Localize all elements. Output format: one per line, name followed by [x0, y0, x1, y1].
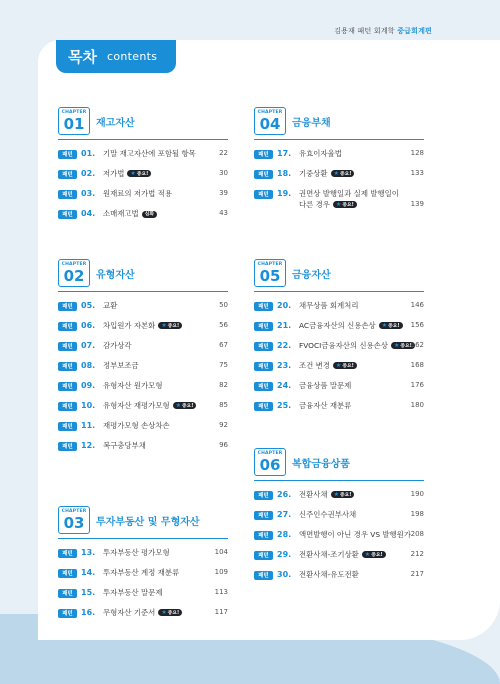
entry-number: 23. — [277, 361, 292, 370]
pattern-tag: 패턴 — [58, 382, 77, 391]
importance-badge: ★ 중요! — [379, 322, 403, 329]
pattern-tag: 패턴 — [58, 549, 77, 558]
chapter-number-box — [254, 107, 286, 135]
entry-number: 07. — [81, 341, 96, 350]
entry-title-text: 투자부동산 계정 재분류 — [103, 568, 180, 577]
toc-entry[interactable] — [58, 341, 228, 361]
pattern-tag: 패턴 — [254, 571, 273, 580]
page-number: 128 — [410, 149, 424, 157]
page-number: 133 — [410, 169, 424, 177]
page-number: 92 — [219, 421, 228, 429]
pattern-tag: 패턴 — [58, 442, 77, 451]
chapter-label: CHAPTER — [61, 110, 87, 115]
toc-entry[interactable] — [254, 361, 424, 381]
book-subject: 중급회계편 — [397, 27, 432, 35]
toc-entry[interactable] — [58, 321, 228, 341]
chapter-05 — [254, 259, 424, 421]
chapter-label: CHAPTER — [257, 262, 283, 267]
chapter-label: CHAPTER — [61, 262, 87, 267]
book-title: 김용재 패턴 회계학 — [334, 27, 395, 35]
entry-title-text: 조건 변경 — [299, 361, 330, 370]
entry-title-text: 기말 재고자산에 포함될 항목 — [103, 149, 196, 158]
toc-entry[interactable] — [58, 588, 228, 608]
chapter-label: CHAPTER — [257, 451, 283, 456]
toc-entry[interactable] — [58, 548, 228, 568]
entry-number: 06. — [81, 321, 96, 330]
entry-number: 17. — [277, 149, 292, 158]
pattern-tag: 패턴 — [254, 150, 273, 159]
entry-title-text: 신주인수권부사채 — [299, 510, 357, 519]
toc-entry[interactable] — [254, 530, 424, 550]
entry-number: 22. — [277, 341, 292, 350]
page-number: 50 — [219, 301, 228, 309]
chapter-01 — [58, 107, 228, 229]
toc-entry[interactable] — [254, 570, 424, 590]
page-number: 139 — [410, 200, 424, 208]
entry-number: 19. — [277, 189, 292, 198]
entry-number: 21. — [277, 321, 292, 330]
page-number: 190 — [410, 490, 424, 498]
pattern-tag: 패턴 — [254, 491, 273, 500]
page-number: 85 — [219, 401, 228, 409]
importance-badge: ★ 중요! — [331, 491, 355, 498]
chapter-number-box — [254, 448, 286, 476]
chapter-04 — [254, 107, 424, 219]
entry-title-text: 원재료의 저가법 적용 — [103, 189, 172, 198]
chapter-title[interactable]: 금융부채 — [292, 118, 331, 129]
chapter-title[interactable]: 재고자산 — [96, 118, 135, 129]
toc-entry[interactable] — [254, 169, 424, 189]
chapter-divider — [58, 139, 228, 140]
entry-number: 29. — [277, 550, 292, 559]
running-header — [334, 26, 432, 36]
entry-title-text: 복구충당부채 — [103, 441, 146, 450]
chapter-header — [58, 107, 228, 135]
chapter-entry-list — [58, 301, 228, 461]
chapter-entry-list — [58, 149, 228, 229]
pattern-tag: 패턴 — [58, 362, 77, 371]
page-number: 168 — [410, 361, 424, 369]
chapter-number: 03 — [63, 514, 85, 532]
chapter-label: CHAPTER — [61, 509, 87, 514]
chapter-title[interactable]: 금융자산 — [292, 270, 331, 281]
pattern-tag: 패턴 — [58, 302, 77, 311]
chapter-number: 04 — [259, 115, 281, 133]
entry-number: 09. — [81, 381, 96, 390]
toc-entry[interactable] — [254, 149, 424, 169]
entry-title-text-cont: 다른 경우 — [299, 199, 330, 209]
importance-badge: ★ 중요! — [173, 402, 197, 409]
chapter-number: 05 — [259, 267, 281, 285]
entry-title-text: AC금융자산의 신용손상 — [299, 321, 376, 330]
chapter-header — [254, 107, 424, 135]
toc-entry[interactable] — [58, 301, 228, 321]
pattern-tag: 패턴 — [254, 531, 273, 540]
importance-badge: ★ 중요! — [127, 170, 151, 177]
pattern-tag: 패턴 — [254, 551, 273, 560]
chapter-header — [254, 259, 424, 287]
toc-entry[interactable] — [58, 149, 228, 169]
pattern-tag: 패턴 — [58, 589, 77, 598]
pattern-tag: 패턴 — [58, 609, 77, 618]
entry-title-text: 채무상품 회계처리 — [299, 301, 359, 310]
entry-number: 04. — [81, 209, 96, 218]
importance-badge: ★ 중요! — [391, 342, 415, 349]
entry-title-text: 금융상품 말문제 — [299, 381, 352, 390]
entry-number: 05. — [81, 301, 96, 310]
importance-badge: ★ 중요! — [158, 609, 182, 616]
page-number: 113 — [214, 588, 228, 596]
pattern-tag: 패턴 — [254, 402, 273, 411]
entry-title-text: 차입원가 자본화 — [103, 321, 156, 330]
toc-entry[interactable] — [254, 321, 424, 341]
chapter-title[interactable]: 유형자산 — [96, 270, 135, 281]
toc-entry[interactable] — [254, 189, 424, 219]
toc-entry[interactable] — [58, 169, 228, 189]
entry-number: 24. — [277, 381, 292, 390]
entry-title-text: 교환 — [103, 301, 118, 310]
chapter-number: 01 — [63, 115, 85, 133]
pattern-tag: 패턴 — [58, 569, 77, 578]
entry-number: 16. — [81, 608, 96, 617]
page-number: 30 — [219, 169, 228, 177]
entry-title-text: 기중상환 — [299, 169, 328, 178]
entry-number: 15. — [81, 588, 96, 597]
toc-entry[interactable] — [254, 490, 424, 510]
page-number: 104 — [214, 548, 228, 556]
entry-title-text: 금융자산 재분류 — [299, 401, 352, 410]
pattern-tag: 패턴 — [254, 342, 273, 351]
pattern-tag: 패턴 — [254, 362, 273, 371]
entry-number: 01. — [81, 149, 96, 158]
toc-entry[interactable] — [254, 301, 424, 321]
entry-title-text: 권면상 발행일과 실제 발행일이 — [299, 189, 399, 198]
toc-card — [38, 40, 500, 640]
toc-entry[interactable] — [254, 341, 424, 361]
chapter-02 — [58, 259, 228, 461]
chapter-06 — [254, 448, 424, 590]
chapter-number-box — [254, 259, 286, 287]
entry-title-text: 무형자산 기준서 — [103, 608, 156, 617]
page-number: 82 — [219, 381, 228, 389]
toc-entry[interactable] — [58, 381, 228, 401]
pattern-tag: 패턴 — [58, 402, 77, 411]
chapter-number: 06 — [259, 456, 281, 474]
chapter-number-box — [58, 259, 90, 287]
chapter-header — [58, 259, 228, 287]
page-number: 109 — [214, 568, 228, 576]
entry-title-text: 투자부동산 평가모형 — [103, 548, 170, 557]
entry-title-text: 전환사채-조기상환 — [299, 550, 359, 559]
chapter-title[interactable]: 복합금융상품 — [292, 459, 350, 470]
toc-entry[interactable] — [58, 401, 228, 421]
entry-title-text: 전환사채 — [299, 490, 328, 499]
entry-title-text: 저가법 — [103, 169, 125, 178]
entry-title-text: 액면발행이 아닌 경우 VS 발행원가 — [299, 530, 411, 539]
importance-badge: ★ 중요! — [158, 322, 182, 329]
chapter-divider — [58, 538, 228, 539]
toc-banner — [56, 40, 176, 73]
chapter-number: 02 — [63, 267, 85, 285]
chapter-title[interactable]: 투자부동산 및 무형자산 — [96, 517, 200, 528]
entry-number: 28. — [277, 530, 292, 539]
toc-entry[interactable] — [254, 550, 424, 570]
entry-title-text: 재평가모형 손상차손 — [103, 421, 170, 430]
chapter-divider — [254, 291, 424, 292]
pattern-tag: 패턴 — [58, 190, 77, 199]
entry-number: 18. — [277, 169, 292, 178]
entry-number: 10. — [81, 401, 96, 410]
entry-title-text: 유형자산 원가모형 — [103, 381, 163, 390]
entry-number: 11. — [81, 421, 96, 430]
entry-number: 12. — [81, 441, 96, 450]
chapter-entry-list — [254, 149, 424, 219]
chapter-entry-list — [254, 301, 424, 421]
chapter-divider — [254, 139, 424, 140]
chapter-header — [58, 506, 228, 534]
pattern-tag: 패턴 — [58, 422, 77, 431]
entry-number: 03. — [81, 189, 96, 198]
chapter-divider — [58, 291, 228, 292]
importance-badge: 심화 — [142, 211, 157, 218]
entry-number: 27. — [277, 510, 292, 519]
page-number: 156 — [410, 321, 424, 329]
toc-title-ko: 목차 — [68, 48, 97, 66]
chapter-number-box — [58, 506, 90, 534]
entry-title-text: 전환사채-유도전환 — [299, 570, 359, 579]
pattern-tag: 패턴 — [58, 322, 77, 331]
toc-entry[interactable] — [58, 421, 228, 441]
pattern-tag: 패턴 — [58, 210, 77, 219]
entry-title-text: 감가상각 — [103, 341, 132, 350]
page-number: 208 — [410, 530, 424, 538]
entry-title-text: FVOCI금융자산의 신용손상 — [299, 341, 388, 350]
toc-entry[interactable] — [58, 608, 228, 628]
pattern-tag: 패턴 — [254, 322, 273, 331]
entry-title-text: 유효이자율법 — [299, 149, 342, 158]
entry-number: 08. — [81, 361, 96, 370]
page-number: 117 — [214, 608, 228, 616]
page-number: 198 — [410, 510, 424, 518]
toc-entry[interactable] — [58, 189, 228, 209]
entry-title-text: 정부보조금 — [103, 361, 139, 370]
entry-title-text: 소매재고법 — [103, 209, 139, 218]
entry-number: 25. — [277, 401, 292, 410]
chapter-03 — [58, 506, 228, 628]
page-number: 22 — [219, 149, 228, 157]
chapter-number-box — [58, 107, 90, 135]
entry-number: 30. — [277, 570, 292, 579]
entry-title-text: 유형자산 재평가모형 — [103, 401, 170, 410]
toc-entry[interactable] — [58, 209, 228, 229]
pattern-tag: 패턴 — [58, 342, 77, 351]
pattern-tag: 패턴 — [254, 190, 273, 199]
page-number: 176 — [410, 381, 424, 389]
pattern-tag: 패턴 — [58, 150, 77, 159]
page-number: 67 — [219, 341, 228, 349]
entry-number: 02. — [81, 169, 96, 178]
entry-number: 26. — [277, 490, 292, 499]
page-number: 39 — [219, 189, 228, 197]
toc-entry[interactable] — [58, 568, 228, 588]
entry-number: 13. — [81, 548, 96, 557]
page-number: 180 — [410, 401, 424, 409]
pattern-tag: 패턴 — [58, 170, 77, 179]
chapter-header — [254, 448, 424, 476]
pattern-tag: 패턴 — [254, 302, 273, 311]
chapter-entry-list — [254, 490, 424, 590]
chapter-label: CHAPTER — [257, 110, 283, 115]
toc-entry[interactable] — [58, 361, 228, 381]
page-number: 146 — [410, 301, 424, 309]
toc-title-en: contents — [106, 50, 158, 63]
chapter-divider — [254, 480, 424, 481]
importance-badge: ★ 중요! — [362, 551, 386, 558]
pattern-tag: 패턴 — [254, 382, 273, 391]
importance-badge: ★ 중요! — [333, 201, 357, 208]
page-number: 162 — [410, 341, 424, 349]
toc-entry[interactable] — [254, 510, 424, 530]
chapter-entry-list — [58, 548, 228, 628]
page-number: 43 — [219, 209, 228, 217]
page-number: 96 — [219, 441, 228, 449]
toc-entry[interactable] — [58, 441, 228, 461]
entry-number: 14. — [81, 568, 96, 577]
pattern-tag: 패턴 — [254, 511, 273, 520]
toc-entry[interactable] — [254, 381, 424, 401]
entry-title-text: 투자부동산 말문제 — [103, 588, 163, 597]
toc-entry[interactable] — [254, 401, 424, 421]
page-number: 217 — [410, 570, 424, 578]
page-number: 212 — [410, 550, 424, 558]
entry-number: 20. — [277, 301, 292, 310]
page-number: 75 — [219, 361, 228, 369]
importance-badge: ★ 중요! — [331, 170, 355, 177]
page-number: 56 — [219, 321, 228, 329]
pattern-tag: 패턴 — [254, 170, 273, 179]
importance-badge: ★ 중요! — [333, 362, 357, 369]
